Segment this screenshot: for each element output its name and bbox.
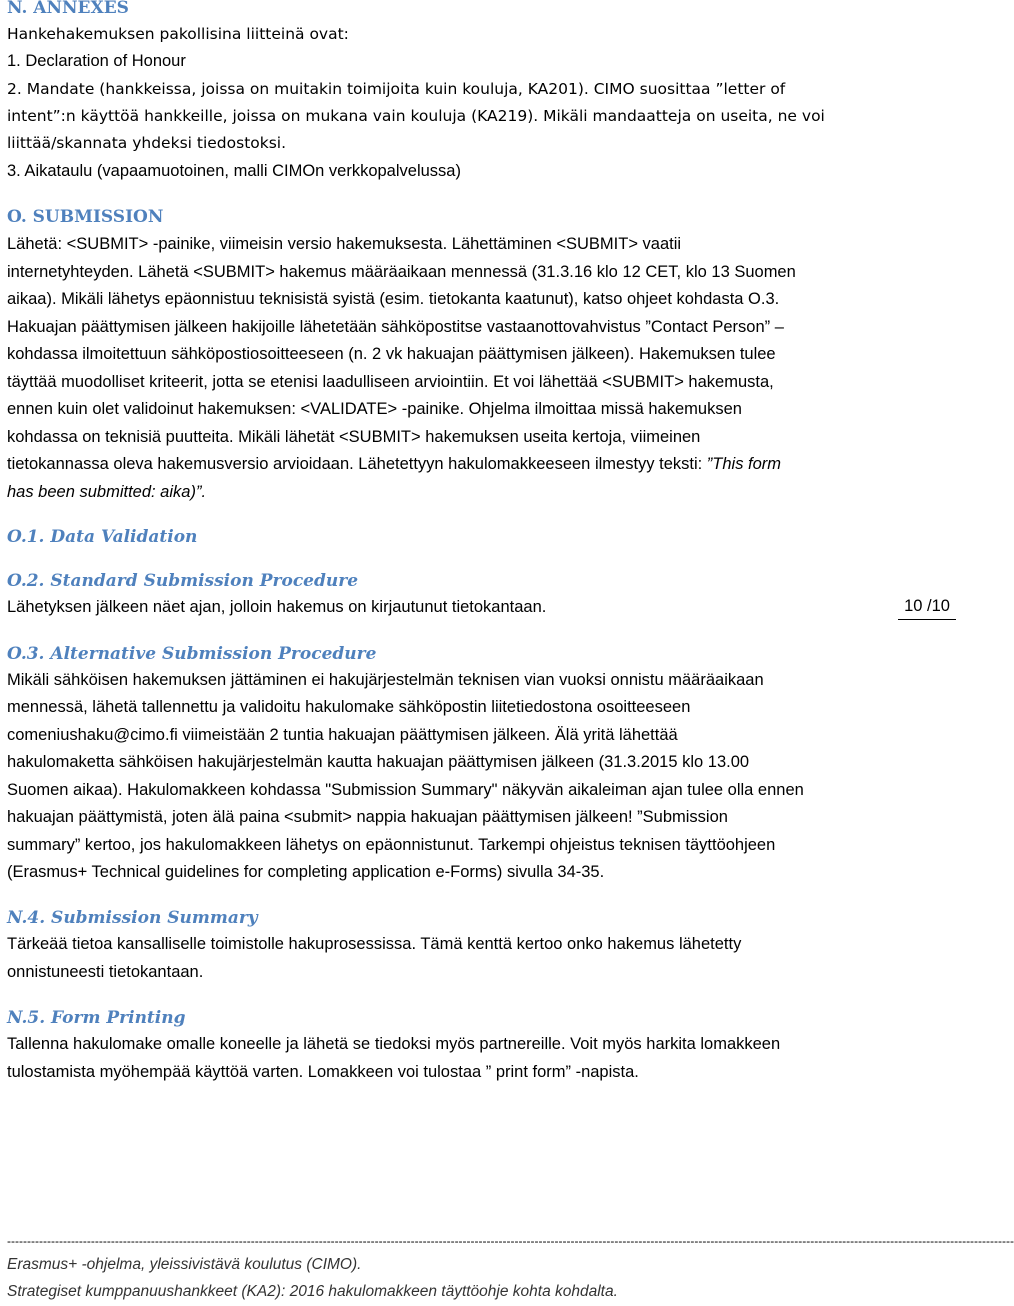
text-line: onnistuneesti tietokantaan. [7,963,204,981]
text-line: Mikäli sähköisen hakemuksen jättäminen ei hakujärjestelmän teknisen vian vuoksi onnistu määräaikaan [7,671,764,689]
text-segment: tietokannassa oleva hakemusversio arvioidaan. Lähetettyyn hakulomakkeeseen ilmestyy teksti: [7,455,707,473]
text-line: Hakuajan päättymisen jälkeen hakijoille lähetetään sähköpostitse vastaanottovahvistus ”Contact Person” – [7,318,784,336]
text-line: summary” kertoo, jos hakulomakkeen lähetys on epäonnistunut. Tarkempi ohjeistus teknisen täyttöohjeen [7,836,776,854]
section-heading-submission-summary: N.4. Submission Summary [7,908,258,928]
text-line: hakuajan päättymistä, joten älä paina <submit> nappia hakuajan päättymisen jälkeen! ”Submission [7,808,728,826]
text-line: 2. Mandate (hankkeissa, joissa on muitakin toimijoita kuin kouluja, KA201). CIMO suosittaa ”letter of [7,80,786,98]
text-line-italic: has been submitted: aika)”. [7,483,207,501]
text-line: comeniushaku@cimo.fi viimeistään 2 tuntia hakuajan päättymisen jälkeen. Älä yritä lähettää [7,726,678,744]
text-line: 1. Declaration of Honour [7,52,186,70]
page-number: 10 /10 [898,597,956,620]
text-line: kohdassa ilmoitettuun sähköpostiosoitteeseen (n. 2 vk hakuajan päättymisen jälkeen). Hakemuksen tulee [7,345,776,363]
footer-line: Strategiset kumppanuushankkeet (KA2): 2016 hakulomakkeen täyttöohje kohta kohdalta. [7,1283,618,1300]
footer-line: Erasmus+ -ohjelma, yleissivistävä koulutus (CIMO). [7,1256,362,1273]
text-line: kohdassa on teknisiä puutteita. Mikäli lähetät <SUBMIT> hakemuksen useita kertoja, viimeinen [7,428,701,446]
text-line: 3. Aikataulu (vapaamuotoinen, malli CIMOn verkkopalvelussa) [7,162,461,180]
text-line: mennessä, lähetä tallennettu ja validoitu hakulomake sähköpostin liitetiedostona osoitteeseen [7,698,691,716]
text-line: Hankehakemuksen pakollisina liitteinä ovat: [7,25,349,43]
text-line: Tärkeää tietoa kansalliselle toimistolle hakuprosessissa. Tämä kenttä kertoo onko hakemus lähetetty [7,935,742,953]
text-line: hakulomaketta sähköisen hakujärjestelmän kautta hakuajan päättymisen jälkeen (31.3.2015 klo 13.00 [7,753,750,771]
footer-divider: ------------------------------------------------------------------------------------------------------------------------------------------------------------------------------------------------------------------------------------------------------------ [7,1234,1014,1248]
section-heading-data-validation: O.1. Data Validation [7,527,198,547]
section-heading-form-printing: N.5. Form Printing [7,1008,186,1028]
text-line: internetyhteyden. Lähetä <SUBMIT> hakemus määräaikaan mennessä (31.3.16 klo 12 CET, klo 13 Suomen [7,263,796,281]
text-line: ennen kuin olet validoinut hakemuksen: <VALIDATE> -painike. Ohjelma ilmoittaa missä hakemuksen [7,400,742,418]
text-line: (Erasmus+ Technical guidelines for completing application e-Forms) sivulla 34-35. [7,863,605,881]
text-line: intent”:n käyttöä hankkeille, joissa on mukana vain kouluja (KA219). Mikäli mandaatteja on useita, ne voi [7,107,825,125]
section-heading-standard-submission: O.2. Standard Submission Procedure [7,571,359,591]
italic-text: ”This form [706,455,782,473]
text-line [7,451,781,479]
text-line: liittää/skannata yhdeksi tiedostoksi. [7,134,287,152]
text-line: Tallenna hakulomake omalle koneelle ja lähetä se tiedoksi myös partnereille. Voit myös harkita lomakkeen [7,1035,781,1053]
text-line: aikaa). Mikäli lähetys epäonnistuu teknisistä syistä (esim. tietokanta kaatunut), katso ohjeet kohdasta O.3. [7,290,780,308]
section-heading-alternative-submission: O.3. Alternative Submission Procedure [7,644,377,664]
text-line: Lähetyksen jälkeen näet ajan, jolloin hakemus on kirjautunut tietokantaan. [7,598,547,616]
section-heading-annexes: N. ANNEXES [7,0,129,18]
text-line: Lähetä: <SUBMIT> -painike, viimeisin versio hakemuksesta. Lähettäminen <SUBMIT> vaatii [7,235,682,253]
section-heading-submission: O. SUBMISSION [7,207,164,227]
text-line: tulostamista myöhempää käyttöä varten. Lomakkeen voi tulostaa ” print form” -napista. [7,1063,639,1081]
text-line: täyttää muodolliset kriteerit, jotta se etenisi laadulliseen arviointiin. Et voi lähettää <SUBMIT> hakemusta, [7,373,774,391]
text-line: Suomen aikaa). Hakulomakkeen kohdassa "Submission Summary" näkyvän aikaleiman ajan tulee olla ennen [7,781,804,799]
